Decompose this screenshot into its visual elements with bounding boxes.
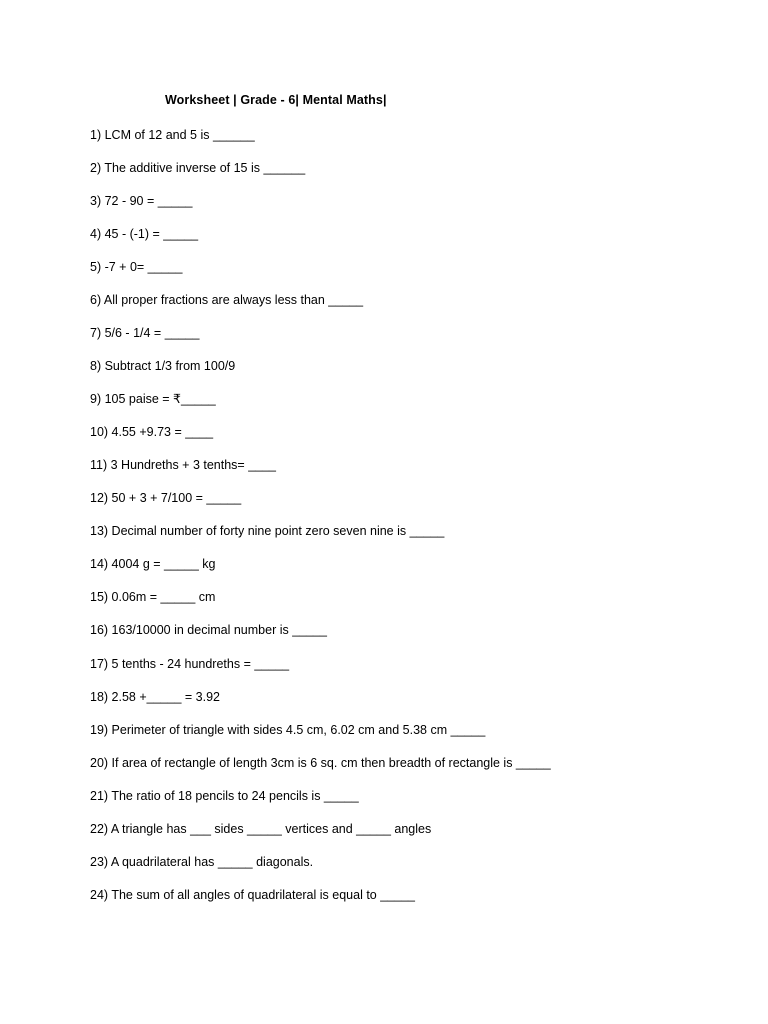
question-7: 7) 5/6 - 1/4 = _____ — [90, 326, 200, 341]
question-17: 17) 5 tenths - 24 hundreths = _____ — [90, 656, 290, 671]
question-11: 11) 3 Hundreths + 3 tenths= ____ — [90, 458, 277, 473]
question-16: 16) 163/10000 in decimal number is _____ — [90, 623, 327, 638]
question-12: 12) 50 + 3 + 7/100 = _____ — [90, 491, 242, 506]
question-13: 13) Decimal number of forty nine point zero seven nine is _____ — [90, 524, 445, 539]
question-19: 19) Perimeter of triangle with sides 4.5 cm, 6.02 cm and 5.38 cm _____ — [90, 722, 486, 737]
question-20: 20) If area of rectangle of length 3cm is 6 sq. cm then breadth of rectangle is _____ — [90, 755, 551, 770]
question-15: 15) 0.06m = _____ cm — [90, 590, 216, 605]
question-8: 8) Subtract 1/3 from 100/9 — [90, 359, 236, 374]
question-1: 1) LCM of 12 and 5 is ______ — [90, 128, 255, 142]
question-9: 9) 105 paise = ₹_____ — [90, 392, 216, 407]
question-21: 21) The ratio of 18 pencils to 24 pencils is _____ — [90, 788, 359, 803]
question-4: 4) 45 - (-1) = _____ — [90, 227, 199, 242]
question-14: 14) 4004 g = _____ kg — [90, 557, 216, 572]
question-18: 18) 2.58 +_____ = 3.92 — [90, 689, 220, 704]
question-5: 5) -7 + 0= _____ — [90, 260, 183, 275]
question-10: 10) 4.55 +9.73 = ____ — [90, 425, 214, 440]
question-24: 24) The sum of all angles of quadrilateral is equal to _____ — [90, 887, 415, 902]
question-list — [90, 126, 551, 919]
question-3: 3) 72 - 90 = _____ — [90, 194, 193, 209]
question-6: 6) All proper fractions are always less than _____ — [90, 293, 364, 308]
question-2: 2) The additive inverse of 15 is ______ — [90, 161, 306, 176]
question-23: 23) A quadrilateral has _____ diagonals. — [90, 854, 314, 869]
worksheet-title: Worksheet | Grade - 6| Mental Maths| — [165, 93, 387, 107]
question-22: 22) A triangle has ___ sides _____ vertices and _____ angles — [90, 821, 432, 836]
